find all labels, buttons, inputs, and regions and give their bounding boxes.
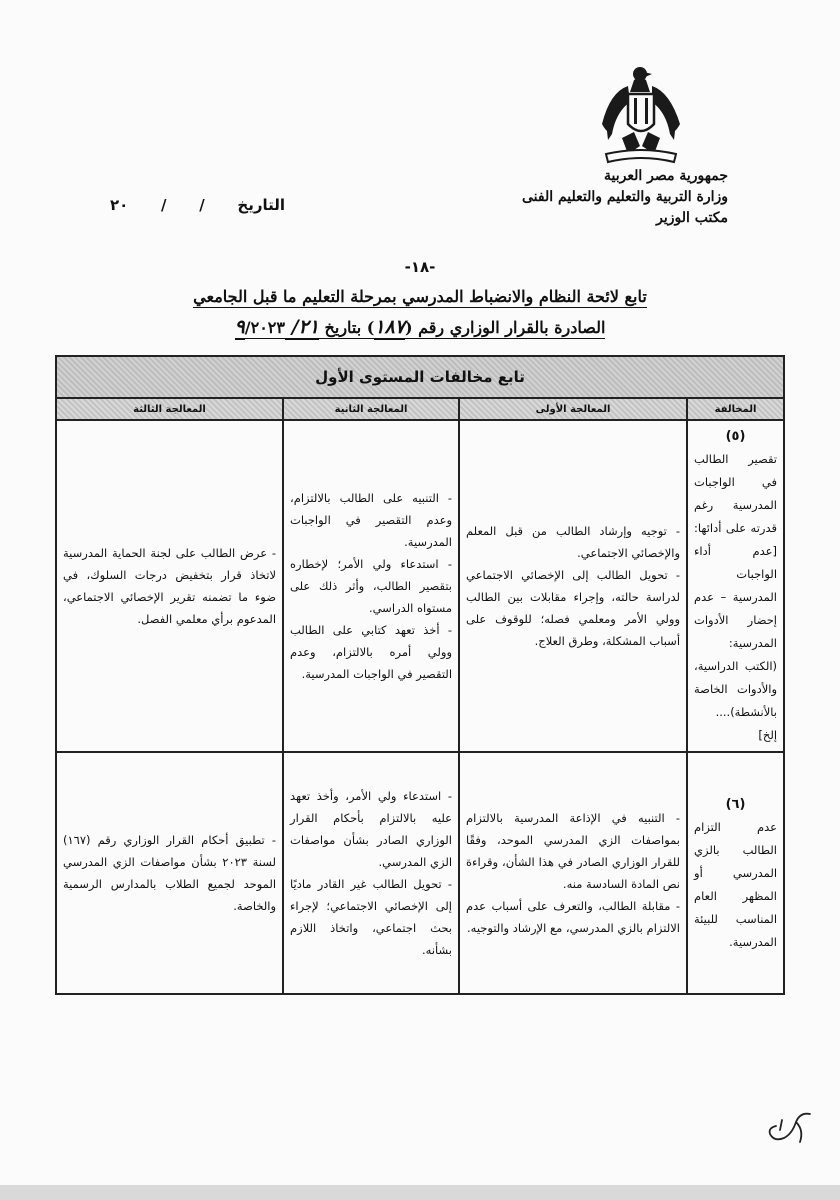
violation-number: (٥) [725,429,746,444]
treatment-item: - مقابلة الطالب، والتعرف على أسباب عدم الالتزام بالزي المدرسي، مع الإرشاد والتوجيه. [466,899,681,935]
ministry-header [508,166,728,229]
date-separator: / [161,196,167,214]
violation-cell [687,420,784,752]
table-row [56,752,784,994]
date-separator: / [199,196,205,214]
violation-text: عدم التزام الطالب بالزي المدرسي أو المظهر العام المناسب للبيئة المدرسية. [694,819,778,949]
treatment-item: - استدعاء ولي الأمر؛ لإخطاره بتقصير الطالب، وأثر ذلك على مستواه الدراسي. [290,557,453,615]
first-treatment-cell [459,752,687,994]
date-label: التاريخ [237,196,285,214]
decree-date: ٢١/ ٩ [234,316,319,338]
treatment-item: - تطبيق أحكام القرار الوزاري رقم (١٦٧) لسنة ٢٠٢٣ بشأن مواصفات الزي المدرسي الموحد لجميع الطلاب بالمدارس الرسمية والخاصة. [63,833,277,913]
treatment-item: - عرض الطالب على لجنة الحماية المدرسية لاتخاذ قرار بتخفيض درجات السلوك، في ضوء ما تضمنه تقرير الإخصائي الاجتماعي، المدعوم برأي معلمي الفصل. [63,546,277,626]
column-header: المعالجة الأولى [459,398,687,420]
table-row [56,420,784,752]
date-year: ٢٠ [110,196,129,214]
decree-subtitle [0,316,840,338]
column-header: المعالجة الثالثة [56,398,283,420]
treatment-item: - تحويل الطالب إلى الإخصائي الاجتماعي لدراسة حالته، وإجراء مقابلات بين الطالب وولي الأمر ومعلمي فصله؛ للوقوف على أسباب المشكلة، وطرق العلاج. [466,568,681,648]
decree-mid: ) بتاريخ [324,318,375,337]
violation-number: (٦) [725,796,746,812]
column-header: المعالجة الثانية [283,398,459,420]
treatment-item: - توجيه وإرشاد الطالب من قبل المعلم والإخصائي الاجتماعي. [466,524,681,560]
third-treatment-cell [56,420,283,752]
column-header: المخالفة [687,398,784,420]
date-field [110,196,285,214]
decree-year: /٢٠٢٣ [244,318,285,337]
treatment-item: - أخذ تعهد كتابي على الطالب وولي أمره بالالتزام، وعدم التقصير في الواجبات المدرسية. [290,623,453,681]
treatment-item: - استدعاء ولي الأمر، وأخذ تعهد عليه بالالتزام بأحكام القرار الوزاري الصادر بشأن مواصفات الزي المدرسي. [290,789,453,869]
ministry-line-country: جمهورية مصر العربية [604,168,728,184]
violation-cell [687,752,784,994]
second-treatment-cell [283,420,459,752]
treatment-item: - التنبيه في الإذاعة المدرسية بالالتزام بمواصفات الزي المدرسي الموحد، وفقًا للقرار الوزاري الصادر في هذا الشأن، وقراءة نص المادة السادسة منه. [466,811,681,891]
first-treatment-cell [459,420,687,752]
ministry-line-ministry: وزارة التربية والتعليم والتعليم الفنى [521,189,728,205]
treatment-item: - التنبيه على الطالب بالالتزام، وعدم التقصير في الواجبات المدرسية. [290,491,453,549]
violation-text: تقصير الطالب في الواجبات المدرسية رغم قدرته على أدائها: [عدم أداء الواجبات المدرسية – عدم إحضار الأدوات المدرسية: (الكتب الدراسية، والأدوات الخاصة بالأنشطة).... إلخ] [694,452,778,742]
eagle-emblem-icon [598,62,684,170]
decree-prefix: الصادرة بالقرار الوزاري رقم ( [404,318,606,337]
treatment-item: - تحويل الطالب غير القادر ماديًا إلى الإخصائي الاجتماعي؛ لإجراء بحث اجتماعي، واتخاذ اللازم بشأنه. [290,877,453,957]
signature-icon [760,1108,820,1148]
second-treatment-cell [283,752,459,994]
document-title: تابع لائحة النظام والانضباط المدرسي بمرحلة التعليم ما قبل الجامعي [193,287,647,306]
page-number: -١٨- [404,258,436,276]
decree-number: ١٨٧ [374,316,405,338]
third-treatment-cell [56,752,283,994]
table-title: تابع مخالفات المستوى الأول [56,356,784,398]
violations-table [55,355,785,995]
scan-bottom-edge [0,1185,840,1200]
ministry-line-office: مكتب الوزير [656,210,728,226]
